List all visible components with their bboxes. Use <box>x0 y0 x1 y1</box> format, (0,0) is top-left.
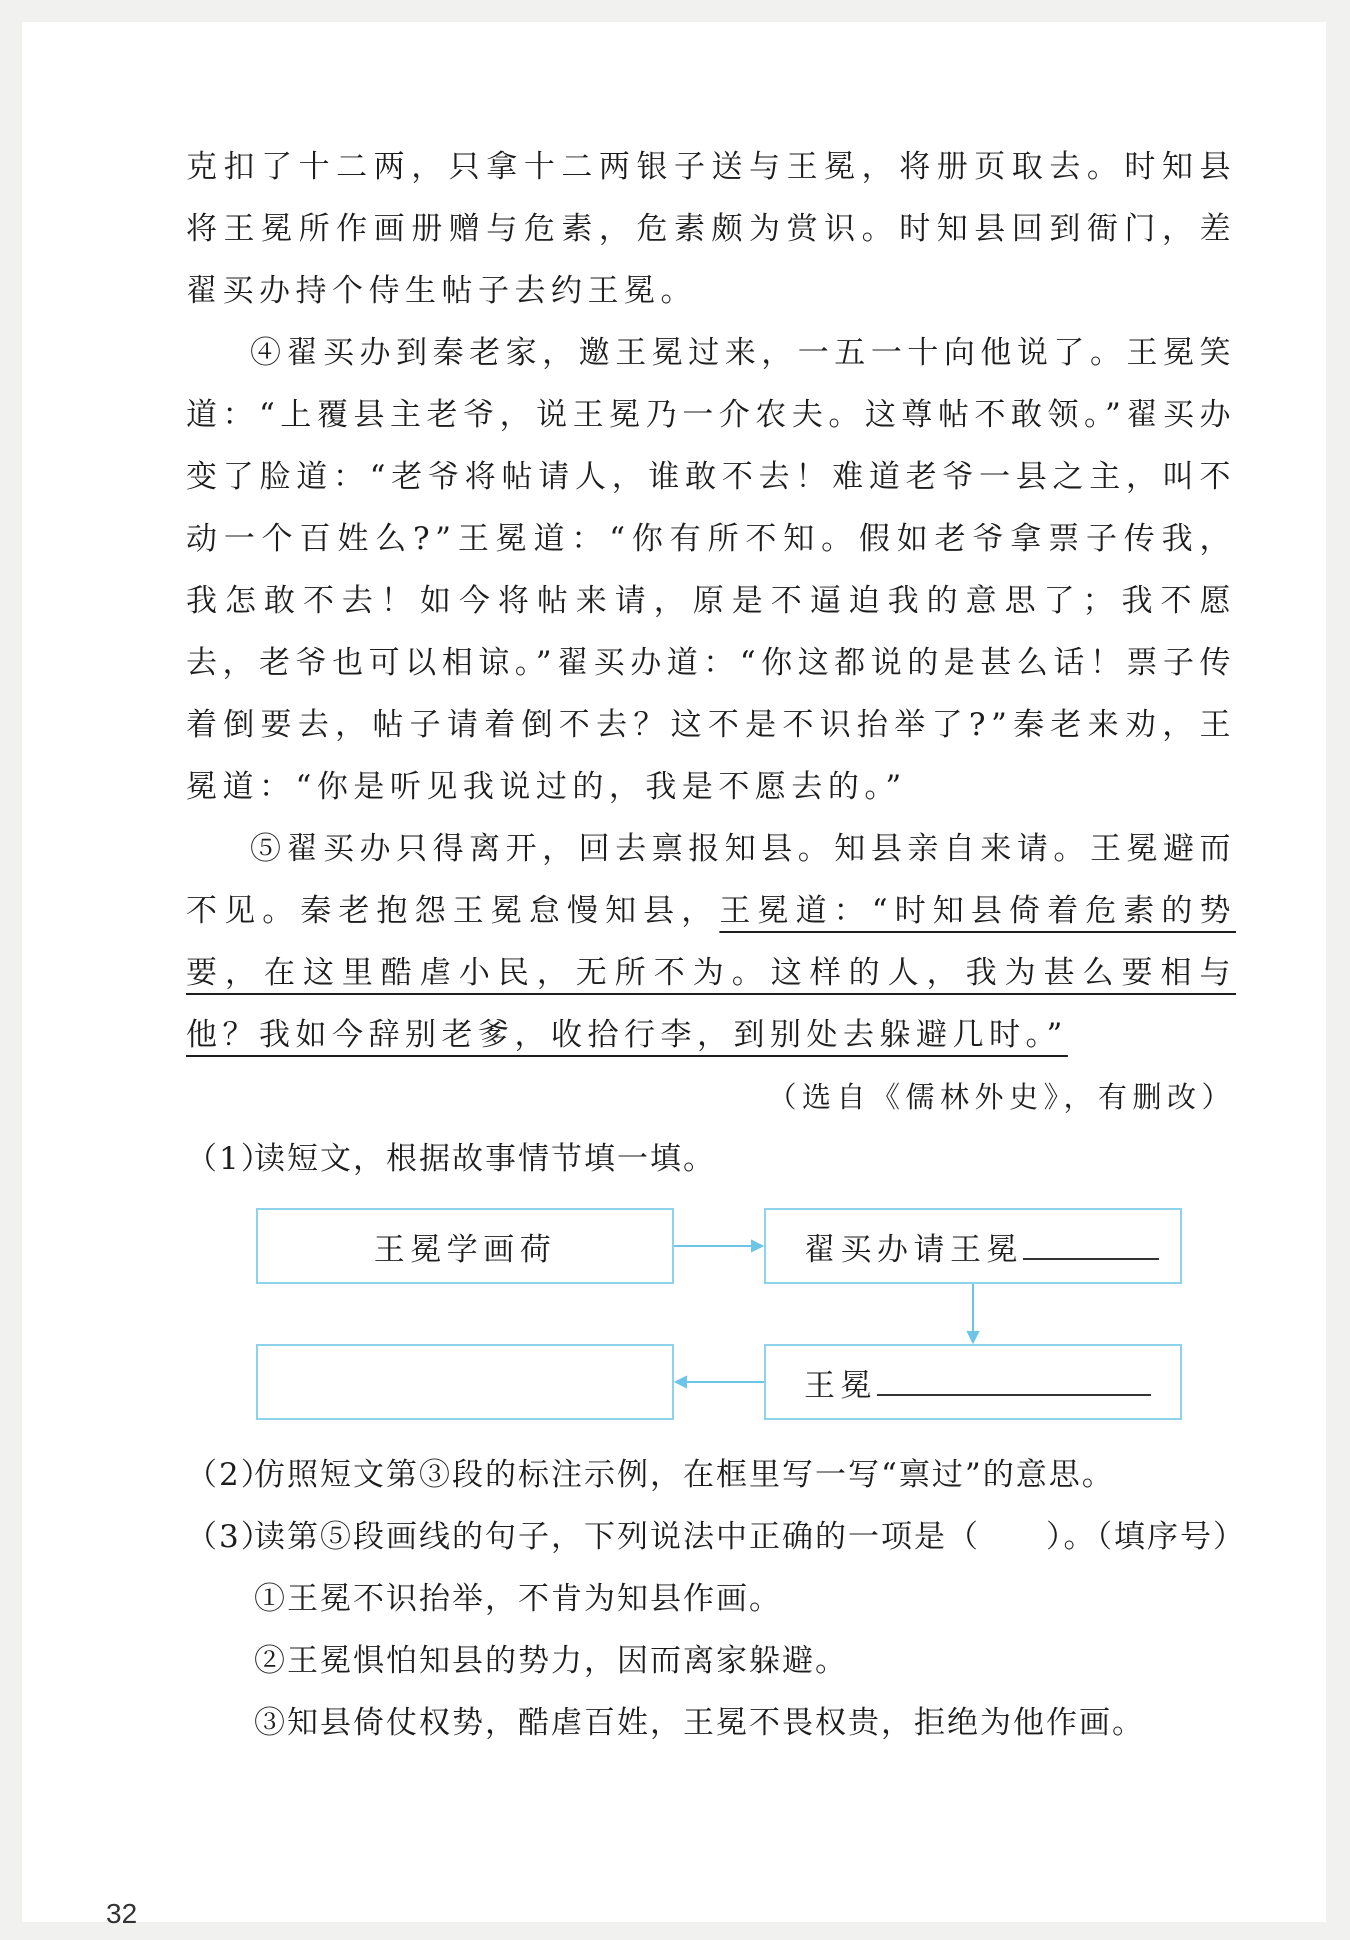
flow-arrows <box>186 1206 1236 1438</box>
page-number: 32 <box>106 1898 138 1929</box>
source-citation: （选自《儒林外史》，有删改） <box>767 1080 1236 1114</box>
main-content <box>186 136 1246 1754</box>
question-1-number: （1） <box>186 1141 274 1177</box>
question-3-text: 读第⑤段画线的句子，下列说法中正确的一项是（ ）。（填序号） <box>254 1519 1246 1555</box>
flow-box-1-text: 王冕学画荷 <box>373 1231 557 1268</box>
option-3: ③知县倚仗权势，酷虐百姓，王冕不畏权贵，拒绝为他作画。 <box>254 1705 1145 1741</box>
question-2-number: （2） <box>186 1457 274 1493</box>
flow-box-3-text: 王冕 <box>804 1367 877 1404</box>
arrowhead-left <box>676 1377 686 1387</box>
passage-paragraph-3-continued: 克扣了十二两，只拿十二两银子送与王冕，将册页取去。时知县将王冕所作画册赠与危素，危素颇为赏识。时知县回到衙门，差翟买办持个侍生帖子去约王冕。 <box>186 149 1236 309</box>
option-1: ①王冕不识抬举，不肯为知县作画。 <box>254 1581 782 1617</box>
arrowhead-right <box>752 1241 762 1251</box>
paragraph-5-plain-text: ⑤翟买办只得离开，回去禀报知县。知县亲自来请。王冕避而不见。秦老抱怨王冕怠慢知县， <box>186 831 1236 929</box>
plot-flowchart <box>186 1206 1236 1438</box>
arrowhead-down <box>968 1332 978 1342</box>
question-1 <box>186 1128 1236 1190</box>
question-2 <box>186 1444 1236 1506</box>
passage-paragraph-5 <box>186 818 1236 1066</box>
passage-paragraph-4: ④翟买办到秦老家，邀王冕过来，一五一十向他说了。王冕笑道：“上覆县主老爷，说王冕乃一介农夫。这尊帖不敢领。”翟买办变了脸道：“老爷将帖请人，谁敢不去！难道老爷一县之主，叫不动一个百姓么?”王冕道：“你有所不知。假如老爷拿票子传我，我怎敢不去！如今将帖来请，原是不逼迫我的意思了；我不愿去，老爷也可以相谅。”翟买办道：“你这都说的是甚么话！票子传着倒要去，帖子请着倒不去？这不是不识抬举了?”秦老来劝，王冕道：“你是听见我说过的，我是不愿去的。” <box>186 335 1236 805</box>
question-3 <box>186 1506 1246 1568</box>
option-2: ②王冕惧怕知县的势力，因而离家躲避。 <box>254 1643 848 1679</box>
question-1-text: 读短文，根据故事情节填一填。 <box>254 1141 716 1177</box>
question-2-text: 仿照短文第③段的标注示例，在框里写一写“禀过”的意思。 <box>254 1457 1115 1493</box>
paragraph-5-underlined-sentence: 王冕道：“时知县倚着危素的势要，在这里酷虐小民，无所不为。这样的人，我为甚么要相与他？我如今辞别老爹，收拾行李，到别处去躲避几时。” <box>186 893 1236 1053</box>
flow-box-2-text: 翟买办请王冕 <box>804 1231 1023 1268</box>
question-3-number: （3） <box>186 1519 274 1555</box>
